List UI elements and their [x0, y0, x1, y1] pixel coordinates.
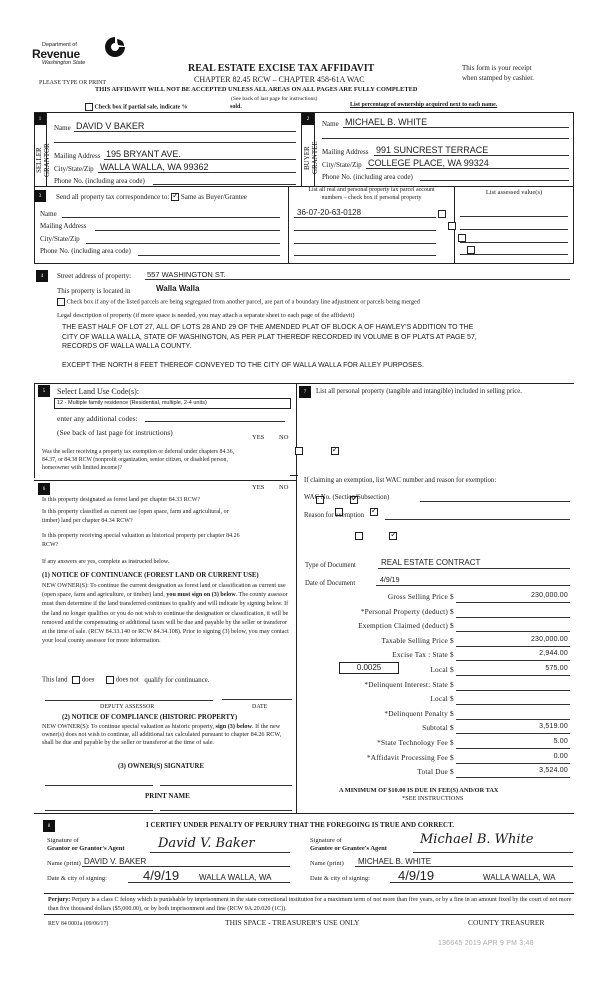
- assessed-line-4[interactable]: [460, 254, 568, 255]
- section-7-number: 7: [299, 386, 311, 398]
- see-instructions-note: *SEE INSTRUCTIONS: [402, 795, 464, 802]
- amount-row: [330, 709, 570, 721]
- land-use-value: 12 - Multiple family residence (Residential, multiple, 2-4 units): [57, 400, 207, 406]
- amount-value[interactable]: 0.00: [553, 752, 568, 760]
- notice2-text-a: NEW OWNER(S): To continue special valuation as historic property,: [42, 723, 214, 730]
- current-use-no-checkbox[interactable]: [370, 508, 378, 516]
- buyer-mailing-line: [374, 155, 569, 156]
- amount-field-line[interactable]: [456, 733, 570, 734]
- amount-label: Subtotal: [422, 723, 448, 733]
- grantee-signature[interactable]: Michael B. White: [420, 832, 534, 847]
- send-correspondence-label: [56, 193, 247, 201]
- notice2-text-b: . If the new owner(s) does not wish to continue, all additional tax calculated pursuant to chapter 84.26 RCW, shall be due and payable by the seller or transferor at the time of sale.: [42, 723, 282, 746]
- parcel-header: [290, 186, 453, 202]
- amount-label: *Delinquent Penalty: [384, 708, 448, 718]
- partial-sale: [85, 103, 188, 111]
- buyer-name-line-2: [322, 138, 569, 139]
- current-use-question: Is this property classified as current use (open space, farm and agricultural, or timber) land per chapter 84.34 RCW?: [42, 509, 229, 524]
- revenue-logo-icon: [104, 36, 126, 58]
- amount-field-line[interactable]: [456, 675, 570, 676]
- amount-value[interactable]: 2,944.00: [539, 650, 568, 658]
- seller-name-label: Name: [54, 124, 71, 132]
- amount-label: Taxable Selling Price: [381, 635, 448, 645]
- notice1-text-b: . The county assessor must then determine if the land transferred continues to qualify and will indicate by signing below. If the land no longer qualifies or you do not wish to continue the designation or classification, it will be removed and the compensating or additional taxes will be due and payable by the seller or transferor at the time of sale. (RCW 84.33.140 or RCW 84.34.108). Prior to signing (3) below, you may contact your local county assessor for more information.: [42, 592, 289, 645]
- receipt-note-1: This form is your receipt: [462, 64, 532, 72]
- ownership-note: List percentage of ownership acquired next to each name.: [350, 102, 498, 108]
- perjury-bold: Perjury:: [48, 897, 71, 903]
- amount-field-line[interactable]: [456, 777, 570, 778]
- doc-date-line: [376, 585, 570, 586]
- deputy-assessor-line[interactable]: [45, 700, 213, 701]
- amount-row: [330, 767, 570, 779]
- section-6-number: 6: [38, 483, 50, 495]
- corr-city-line[interactable]: [86, 243, 280, 244]
- assessed-header: List assessed value(s): [485, 189, 543, 196]
- corr-mailing-line[interactable]: [95, 230, 280, 231]
- section3-divider-1: [288, 186, 289, 264]
- section-8-number: 8: [43, 820, 55, 832]
- seller-mailing-line: [104, 159, 296, 160]
- deputy-assessor-label: DEPUTY ASSESSOR: [100, 704, 155, 710]
- dollar-sign: $: [450, 679, 454, 689]
- grantee-sig-label-2: Grantee or Grantee's Agent: [310, 845, 387, 852]
- seller-name-line-2: [54, 142, 296, 143]
- amount-field-line[interactable]: [456, 617, 570, 618]
- amount-value[interactable]: 230,000.00: [530, 635, 568, 643]
- section7-tick: [290, 475, 298, 476]
- buyer-city-line: [366, 168, 569, 169]
- county-treasurer-label: COUNTY TREASURER: [468, 918, 545, 927]
- grantor-name-line: [82, 866, 290, 867]
- corr-city-label: City/State/Zip: [40, 235, 80, 243]
- amount-row: [330, 607, 570, 619]
- buyer-name-line: [343, 127, 569, 128]
- historical-no-checkbox[interactable]: [389, 532, 397, 540]
- reason-label: Reason for exemption: [304, 512, 365, 519]
- corr-name-line[interactable]: [62, 217, 280, 218]
- section-5-number: 5: [38, 385, 50, 397]
- owner-signature-title: (3) OWNER(S) SIGNATURE: [118, 763, 204, 770]
- local-rate-field[interactable]: [339, 662, 399, 674]
- grantor-sig-label-2: Grantor or Grantor's Agent: [47, 845, 125, 852]
- if-yes-note: If any answers are yes, complete as instructed below.: [42, 559, 170, 565]
- forest-land-question: Is this property designated as forest land per chapter 84.33 RCW?: [42, 497, 201, 503]
- located-in-label: This property is located in: [57, 287, 131, 295]
- segregated-label: Check box if any of the listed parcels are being segregated from another parcel, are part of a boundary line adjustment or parcels being merged: [66, 298, 420, 306]
- print-name-label: PRINT NAME: [145, 792, 190, 800]
- amount-label: Total Due: [417, 767, 448, 777]
- wac-label: WAC No. (Section/Subsection): [304, 494, 390, 501]
- doc-date-label: Date of Document: [305, 580, 356, 587]
- grantor-label: GRANTOR: [43, 143, 51, 177]
- grantor-name-field[interactable]: DAVID V. BAKER: [84, 857, 147, 866]
- amount-field-line[interactable]: [456, 646, 570, 647]
- dollar-sign: $: [450, 592, 454, 601]
- exemption-no-checkbox[interactable]: [331, 447, 339, 455]
- seller-label: SELLER: [35, 147, 43, 173]
- seller-city-field[interactable]: WALLA WALLA, WA 99362: [100, 162, 209, 172]
- amount-label: Exemption Claimed (deduct): [358, 621, 448, 631]
- amount-row: [330, 636, 570, 648]
- grantee-name-line: [355, 866, 573, 867]
- section5-left-border: [34, 383, 35, 478]
- amount-row: [330, 621, 570, 633]
- legal-line-4: EXCEPT THE NORTH 8 FEET THEREOF CONVEYED TO THE CITY OF WALLA WALLA FOR ALLEY PURPOSES.: [62, 361, 424, 369]
- partial-sale-sold: sold.: [230, 104, 242, 110]
- owner-signature-line-1[interactable]: [45, 785, 153, 786]
- section6-yes-header: YES: [252, 484, 265, 491]
- parcel-header-line-1: List all real and personal property tax parcel account: [308, 187, 435, 193]
- amount-value[interactable]: 3,519.00: [539, 723, 568, 731]
- amount-field-line[interactable]: [456, 763, 570, 764]
- amount-row: [330, 753, 570, 765]
- amount-label: Gross Selling Price: [387, 592, 448, 601]
- assessed-line-1[interactable]: [460, 216, 568, 217]
- buyer-side-label: [303, 138, 319, 178]
- see-back-instructions: (See back of last page for instructions): [57, 428, 173, 437]
- buyer-city-label: City/State/Zip: [322, 161, 362, 169]
- grantee-city-field[interactable]: WALLA WALLA, WA: [483, 873, 556, 882]
- amount-value[interactable]: 3,524.00: [539, 767, 568, 775]
- same-as-buyer-label: Same as Buyer/Grantee: [180, 193, 247, 201]
- grantor-city-field[interactable]: WALLA WALLA, WA: [199, 873, 272, 882]
- street-address-field[interactable]: 557 WASHINGTON ST.: [147, 270, 226, 279]
- parcel-line-1: [294, 217, 436, 218]
- legal-description[interactable]: [62, 323, 477, 370]
- buyer-mailing-field[interactable]: 991 SUNCREST TERRACE: [376, 145, 489, 155]
- buyer-mailing-label: Mailing Address: [322, 148, 369, 156]
- parcel-line-4[interactable]: [294, 255, 436, 256]
- seller-phone-line[interactable]: [153, 184, 296, 185]
- section8-top-border: [34, 813, 574, 814]
- logo-revenue: Revenue: [32, 47, 80, 61]
- dollar-sign: $: [450, 723, 454, 733]
- notice2-title: (2) NOTICE OF COMPLIANCE (HISTORIC PROPERTY): [62, 714, 238, 721]
- dor-logo: [32, 34, 132, 70]
- notice1-title: (1) NOTICE OF CONTINUANCE (FOREST LAND OR CURRENT USE): [42, 572, 259, 579]
- amount-label: Local: [430, 694, 448, 704]
- section5-yes-header: YES: [252, 434, 265, 441]
- grantor-name-label: Name (print): [47, 860, 81, 867]
- notice1-text: [42, 582, 292, 646]
- notice2-bold: sign (3) below: [215, 723, 252, 730]
- exemption-question: Was the seller receiving a property tax exemption or deferral under chapters 84.36, 84.37, or 84.38 RCW (nonprofit organization, senior citizen, or disabled person, homeowner with limited income)?: [42, 449, 235, 471]
- perjury-body: Perjury is a class C felony which is punishable by imprisonment in the state correctional institution for a maximum term of not more than five years, or by a fine in an amount fixed by the court of not more than five thousand dollars ($5,000.00), or by both imprisonment and fine (RCW 9A.20.020 (1C)).: [48, 897, 572, 912]
- section-2-number: 2: [302, 113, 314, 125]
- amount-row: [330, 592, 570, 604]
- amount-row: [330, 694, 570, 706]
- grantor-date-line: [128, 882, 290, 883]
- grantee-date-label: Date & city of signing:: [310, 875, 370, 882]
- qualify-label: qualify for continuance.: [144, 676, 210, 684]
- buyer-city-field[interactable]: COLLEGE PLACE, WA 99324: [368, 158, 489, 168]
- parcel-header-line-2: numbers – check box if personal property: [321, 195, 422, 201]
- section5-no-header: NO: [279, 434, 289, 441]
- grantee-name-label: Name (print): [310, 860, 344, 867]
- section6-top-border: [34, 480, 296, 481]
- grantee-sig-label-1: Signature of: [310, 837, 342, 844]
- receipt-note-2: when stamped by cashier.: [462, 74, 534, 82]
- grantee-signature-line: [413, 852, 573, 853]
- amount-label: *Affidavit Processing Fee: [366, 752, 448, 762]
- legal-line-2: CITY OF WALLA WALLA, STATE OF WASHINGTON, AS PER PLAT THEREOF RECORDED IN VOLUME B OF PLATS AT PAGE 57,: [62, 333, 477, 341]
- seller-mailing-label: Mailing Address: [54, 152, 101, 160]
- send-label: Send all property tax correspondence to:: [56, 193, 170, 201]
- amount-label: *Delinquent Interest: State: [364, 679, 448, 689]
- additional-codes-label: enter any additional codes:: [57, 414, 138, 423]
- does-checkbox[interactable]: [72, 676, 80, 684]
- amount-row: [330, 650, 570, 662]
- personal-property-label: List all personal property (tangible and intangible) included in selling price.: [316, 388, 522, 395]
- grantor-sig-label: [47, 837, 125, 853]
- buyer-phone-line[interactable]: [420, 180, 569, 181]
- grantee-date-field[interactable]: 4/9/19: [398, 868, 435, 883]
- legal-description-label: Legal description of property (if more space is needed, you may attach a separate sheet to each page of the affidavit): [57, 312, 355, 319]
- this-land-label: This land: [42, 676, 68, 684]
- certify-statement: I CERTIFY UNDER PENALTY OF PERJURY THAT THE FOREGOING IS TRUE AND CORRECT.: [146, 821, 455, 829]
- street-address-line: [145, 279, 570, 280]
- dollar-sign: $: [450, 635, 454, 645]
- see-back-note: (See back of last page for instructions): [231, 96, 318, 102]
- grantee-label: GRANTEE: [311, 141, 319, 175]
- partial-sale-checkbox[interactable]: [85, 103, 93, 111]
- grantor-signature[interactable]: David V. Baker: [158, 836, 255, 851]
- seller-name-field[interactable]: DAVID V BAKER: [76, 121, 145, 131]
- print-name-line-1[interactable]: [45, 810, 153, 811]
- amount-row: [330, 738, 570, 750]
- amount-field-line[interactable]: [456, 704, 570, 705]
- logo-dept: Department of: [42, 42, 77, 48]
- dollar-sign: $: [450, 665, 454, 674]
- partial-sale-label: Check box if partial sale, indicate %: [94, 104, 188, 111]
- land-use-label: Select Land Use Code(s):: [57, 387, 139, 396]
- seller-name-line: [74, 131, 296, 132]
- doc-type-field[interactable]: REAL ESTATE CONTRACT: [381, 558, 481, 567]
- amount-label: Local: [430, 665, 448, 674]
- assessor-date-label: DATE: [252, 704, 268, 710]
- grantor-date-label: Date & city of signing:: [47, 875, 107, 882]
- land-use-select[interactable]: [54, 398, 291, 409]
- acceptance-warning: THIS AFFIDAVIT WILL NOT BE ACCEPTED UNLESS ALL AREAS ON ALL PAGES ARE FULLY COMPLETED: [95, 86, 418, 93]
- minimum-note: A MINIMUM OF $10.00 IS DUE IN FEE(S) AND/OR TAX: [339, 787, 499, 794]
- dollar-sign: $: [450, 621, 454, 631]
- doc-type-line: [378, 568, 570, 569]
- amount-field-line[interactable]: [456, 690, 570, 691]
- continuance-row: [42, 676, 209, 684]
- amount-label: *State Technology Fee: [377, 738, 448, 747]
- owner-signature-line-2[interactable]: [160, 785, 292, 786]
- located-in-field[interactable]: Walla Walla: [156, 284, 200, 293]
- parcel-personal-checkbox-2[interactable]: [448, 222, 456, 230]
- seller-phone-label: Phone No. (including area code): [54, 177, 145, 185]
- page-subtitle: CHAPTER 82.45 RCW – CHAPTER 458-61A WAC: [194, 75, 365, 84]
- additional-codes-line[interactable]: [145, 421, 285, 422]
- amount-row: [330, 723, 570, 735]
- grantor-sig-label-1: Signature of: [47, 837, 79, 844]
- historical-question: Is this property receiving special valuation as historical property per chapter 84.26 RCW?: [42, 533, 240, 548]
- logo-state: Washington State: [42, 60, 86, 66]
- section-4-number: 4: [36, 270, 48, 282]
- segregated-row: [57, 298, 420, 306]
- perjury-text: [48, 896, 573, 913]
- buyer-name-field[interactable]: MICHAEL B. WHITE: [345, 117, 428, 127]
- amount-field-line[interactable]: [456, 602, 570, 603]
- please-type: PLEASE TYPE OR PRINT: [39, 80, 107, 86]
- footer-bottom-border: [44, 914, 574, 915]
- notice1-bold: you must sign on (3) below: [166, 592, 236, 599]
- grantor-date-field[interactable]: 4/9/19: [143, 868, 180, 883]
- footer-top-border: [44, 893, 574, 894]
- reason-line[interactable]: [385, 519, 570, 520]
- rev-number: REV 84 0001a (09/06/17): [48, 921, 109, 927]
- segregated-checkbox[interactable]: [57, 298, 65, 306]
- parcel-personal-checkbox-1[interactable]: [438, 210, 446, 218]
- grantor-signature-line: [150, 852, 290, 853]
- amount-label: *Personal Property (deduct): [360, 606, 448, 616]
- local-rate-value: 0.0025: [356, 663, 382, 672]
- dollar-sign: $: [450, 606, 454, 616]
- notice1-text-a: NEW OWNER(S): To continue the current designation as forest land or classification as current use (open space, farm and agriculture, or timber) land,: [42, 583, 286, 599]
- legal-line-3: RECORDS OF WALLA WALLA COUNTY.: [62, 343, 192, 350]
- section-1-number: 1: [34, 113, 46, 125]
- parcel-line-3[interactable]: [294, 243, 436, 244]
- page-title: REAL ESTATE EXCISE TAX AFFIDAVIT: [188, 63, 375, 74]
- doc-date-field[interactable]: 4/9/19: [380, 577, 400, 584]
- amount-field-line[interactable]: [456, 660, 570, 661]
- dollar-sign: $: [450, 738, 454, 747]
- grantee-date-line: [390, 882, 573, 883]
- corr-phone-line[interactable]: [138, 255, 280, 256]
- exemption-claim-label: If claiming an exemption, list WAC number and reason for exemption:: [304, 477, 497, 484]
- amount-label: Excise Tax : State: [392, 650, 448, 660]
- parcel-number-1[interactable]: 36-07-20-63-0128: [297, 208, 362, 217]
- dollar-sign: $: [450, 650, 454, 660]
- buyer-label: BUYER: [303, 146, 311, 170]
- grantee-sig-label: [310, 837, 387, 853]
- corr-phone-label: Phone No. (including area code): [40, 247, 131, 255]
- amount-field-line[interactable]: [456, 748, 570, 749]
- section6-no-header: NO: [279, 484, 289, 491]
- assessor-date-line[interactable]: [222, 699, 292, 700]
- same-as-buyer-checkbox[interactable]: [171, 193, 179, 201]
- does-not-checkbox[interactable]: [106, 676, 114, 684]
- treasurer-stamp: 136645 2019 APR 9 PM 3:48: [438, 940, 534, 947]
- does-label: does: [81, 676, 95, 684]
- dollar-sign: $: [450, 767, 454, 777]
- assessed-line-2[interactable]: [460, 229, 568, 230]
- corr-mailing-label: Mailing Address: [40, 222, 87, 230]
- print-name-line-2[interactable]: [160, 810, 292, 811]
- seller-city-label: City/State/Zip: [54, 165, 94, 173]
- historical-yes-checkbox[interactable]: [355, 532, 363, 540]
- does-not-label: does not: [115, 676, 139, 684]
- corr-name-label: Name: [40, 210, 57, 218]
- buyer-phone-label: Phone No. (including area code): [322, 173, 413, 181]
- dollar-sign: $: [450, 752, 454, 762]
- dollar-sign: $: [450, 694, 454, 704]
- amount-value[interactable]: 575.00: [545, 665, 568, 672]
- dollar-sign: $: [450, 708, 454, 718]
- amount-value[interactable]: 230,000.00: [530, 592, 568, 599]
- assessed-line-3[interactable]: [460, 242, 568, 243]
- exemption-yes-checkbox[interactable]: [295, 447, 303, 455]
- legal-line-1: THE EAST HALF OF LOT 27, ALL OF LOTS 28 AND 29 OF THE AMENDED PLAT OF BLOCK A OF HAWLEY'S ADDITION TO THE: [62, 324, 474, 331]
- amount-field-line[interactable]: [456, 631, 570, 632]
- parcel-line-2[interactable]: [294, 230, 436, 231]
- amount-row: [330, 680, 570, 692]
- wac-line[interactable]: [420, 501, 570, 502]
- amount-value[interactable]: 5.00: [553, 738, 568, 745]
- amount-field-line[interactable]: [456, 719, 570, 720]
- street-address-label: Street address of property:: [57, 272, 132, 280]
- doc-type-label: Type of Document: [305, 562, 356, 569]
- seller-mailing-field[interactable]: 195 BRYANT AVE.: [106, 149, 181, 159]
- section-3-number: 3: [34, 190, 46, 202]
- notice2-text: [42, 723, 294, 747]
- buyer-name-label: Name: [322, 120, 339, 128]
- grantee-name-field[interactable]: MICHAEL B. WHITE: [358, 857, 432, 866]
- seller-city-line: [98, 172, 296, 173]
- treasurer-use-label: THIS SPACE - TREASURER'S USE ONLY: [225, 918, 360, 927]
- seller-side-label: [35, 140, 51, 180]
